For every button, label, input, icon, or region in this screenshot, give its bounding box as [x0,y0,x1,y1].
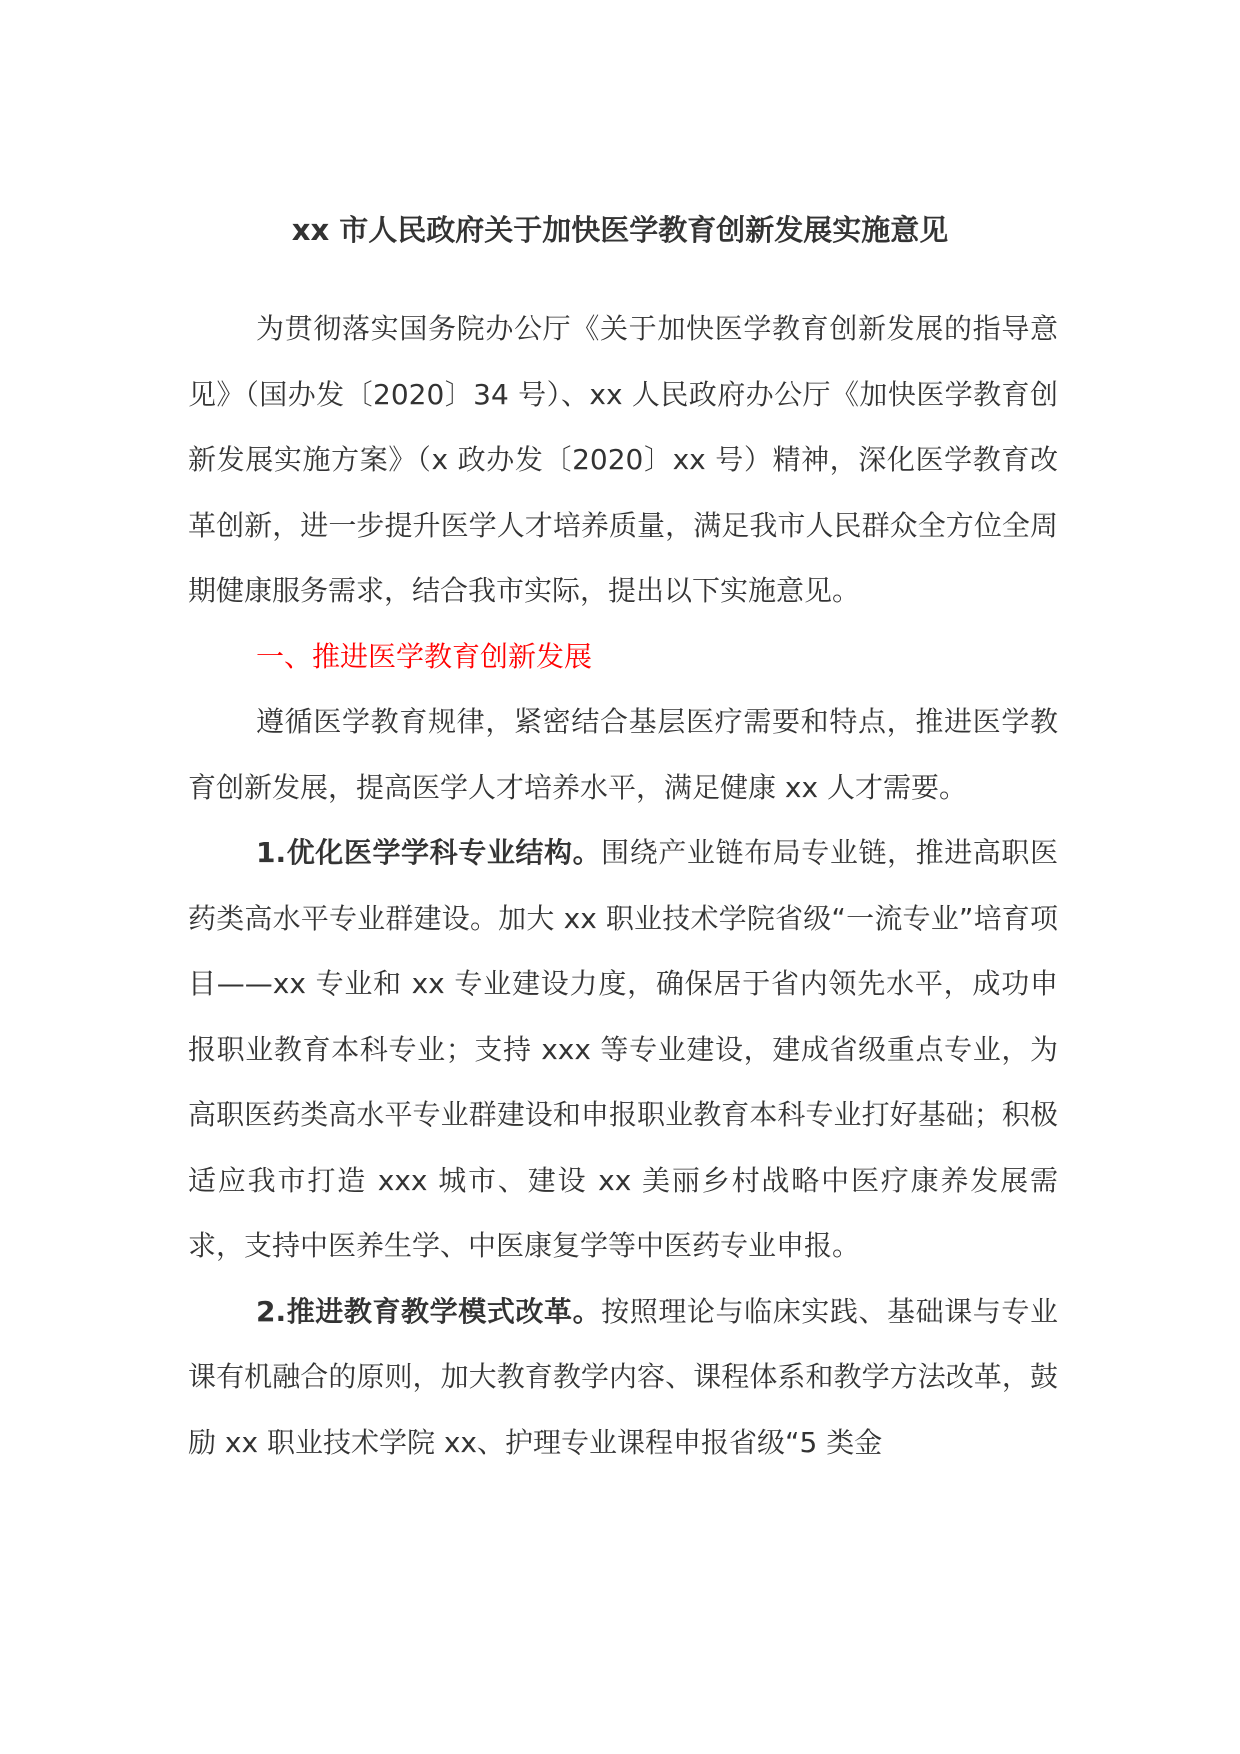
section-heading: 一、推进医学教育创新发展 [256,639,593,673]
item-1-paragraph [188,820,1058,1279]
document-title: xx 市人民政府关于加快医学教育创新发展实施意见 [291,213,949,247]
intro-paragraph: 为贯彻落实国务院办公厅《关于加快医学教育创新发展的指导意见》（国办发〔2020〕34 号）、xx 人民政府办公厅《加快医学教育创新发展实施方案》（x 政办发〔2020〕xx 号）精神，深化医学教育改革创新，进一步提升医学人才培养质量，满足我市人民群众全方位全周期健康服务需求，结合我市实际，提出以下实施意见。 [188,312,1058,607]
item-2-paragraph [188,1279,1058,1476]
section-intro-paragraph: 遵循医学教育规律，紧密结合基层医疗需要和特点，推进医学教育创新发展，提高医学人才培养水平，满足健康 xx 人才需要。 [188,705,1058,804]
item-2-text: 按照理论与临床实践、基础课与专业课有机融合的原则，加大教育教学内容、课程体系和教学方法改革，鼓励 xx 职业技术学院 xx、护理专业课程申报省级“5 类金 [188,1294,1058,1459]
item-2-lead: 2.推进教育教学模式改革。 [256,1294,602,1328]
document-body [188,296,1058,1475]
item-1-lead: 1.优化医学学科专业结构。 [256,836,602,869]
item-1-text: 围绕产业链布局专业链，推进高职医药类高水平专业群建设。加大 xx 职业技术学院省级“一流专业”培育项目——xx 专业和 xx 专业建设力度，确保居于省内领先水平，成功申报职业教育本科专业；支持 xxx 等专业建设，建成省级重点专业，为高职医药类高水平专业群建设和申报职业教育本科专业打好基础；积极适应我市打造 xxx 城市、建设 xx 美丽乡村战略中医疗康养发展需求，支持中医养生学、中医康复学等中医药专业申报。 [188,836,1058,1262]
